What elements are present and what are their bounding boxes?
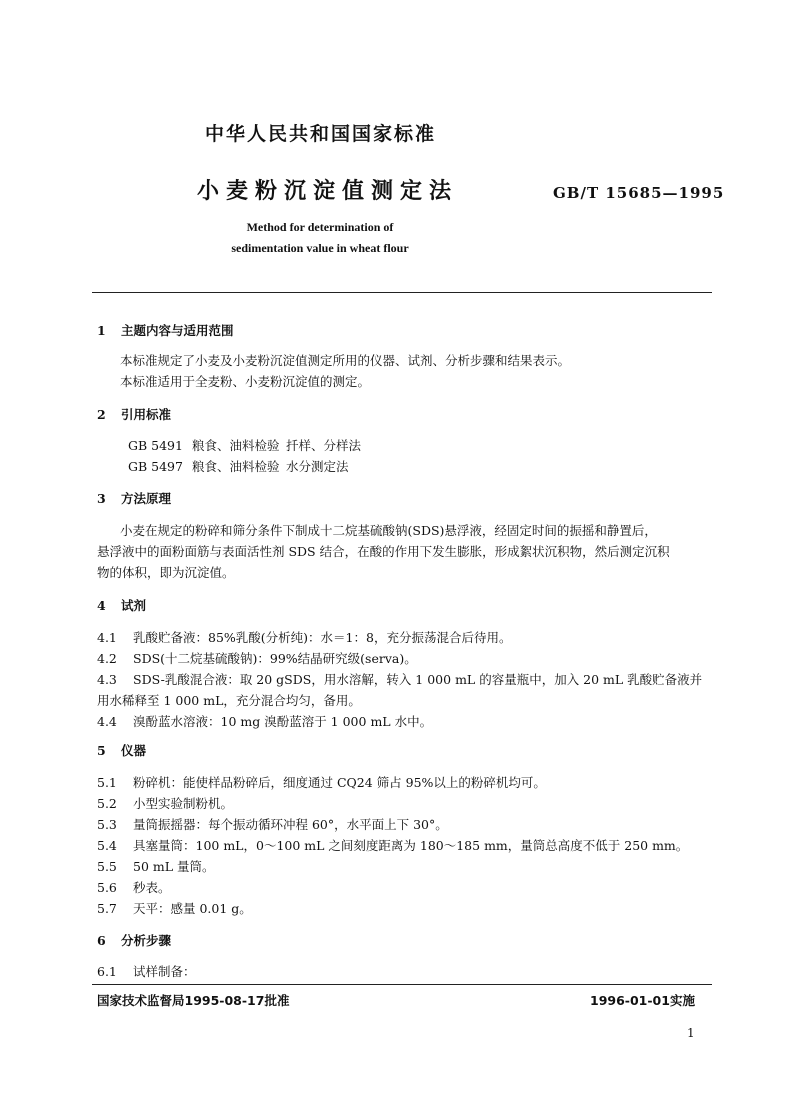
item-number: 5.4 xyxy=(97,838,117,853)
section-title: 仪器 xyxy=(121,743,147,758)
section-number: 4 xyxy=(97,598,106,613)
english-title-line1: Method for determination of xyxy=(246,220,394,234)
item-number: 4.1 xyxy=(97,630,117,645)
item-text: 量筒振摇器：每个振动循环冲程 60°，水平面上下 30°。 xyxy=(133,817,448,832)
section-title: 分析步骤 xyxy=(121,933,172,948)
item-text: 小型实验制粉机。 xyxy=(133,796,234,811)
item-text: 具塞量筒：100 mL，0～100 mL 之间刻度距离为 180～185 mm，量筒总高度不低于 250 mm。 xyxy=(133,838,689,853)
item-number: 4.2 xyxy=(97,651,117,666)
instrument-item xyxy=(97,836,688,854)
header-divider xyxy=(92,292,712,293)
reference-row xyxy=(128,436,361,454)
section-number: 1 xyxy=(97,323,106,338)
reagent-item xyxy=(97,649,417,667)
section-3-line-2: 悬浮液中的面粉面筋与表面活性剂 SDS 结合，在酸的作用下发生膨胀，形成絮状沉积物，然后测定沉积 xyxy=(97,544,670,559)
instrument-item xyxy=(97,878,171,896)
implementation-date: 1996-01-01实施 xyxy=(590,993,695,1008)
reference-category: 粮食、油料检验 xyxy=(192,438,280,453)
instrument-item xyxy=(97,794,233,812)
procedure-item xyxy=(97,962,196,980)
instrument-item xyxy=(97,899,252,917)
reference-row xyxy=(128,457,349,475)
instrument-item xyxy=(97,857,215,875)
section-number: 2 xyxy=(97,407,106,422)
english-title-line2: sedimentation value in wheat flour xyxy=(231,241,409,255)
reagent-item xyxy=(97,628,511,646)
item-number: 4.3 xyxy=(97,672,117,687)
section-title: 方法原理 xyxy=(121,491,172,506)
item-text: SDS-乳酸混合液：取 20 gSDS，用水溶解，转入 1 000 mL 的容量瓶中，加入 20 mL 乳酸贮备液并 xyxy=(133,672,703,687)
section-1-paragraph-2: 本标准适用于全麦粉、小麦粉沉淀值的测定。 xyxy=(120,374,371,389)
section-3-heading xyxy=(97,489,171,507)
item-text: 秒表。 xyxy=(133,880,171,895)
item-number: 5.1 xyxy=(97,775,117,790)
item-text: 粉碎机：能使样品粉碎后，细度通过 CQ24 筛占 95%以上的粉碎机均可。 xyxy=(133,775,546,790)
item-number: 6.1 xyxy=(97,964,117,979)
item-text: 乳酸贮备液：85%乳酸(分析纯)：水＝1：8，充分振荡混合后待用。 xyxy=(133,630,512,645)
page-number: 1 xyxy=(687,1026,695,1040)
section-5-heading xyxy=(97,741,146,759)
reference-category: 粮食、油料检验 xyxy=(192,459,280,474)
item-number: 5.2 xyxy=(97,796,117,811)
section-title: 试剂 xyxy=(121,598,147,613)
reagent-item xyxy=(97,670,702,688)
section-6-heading xyxy=(97,931,171,949)
reference-code: GB 5491 xyxy=(128,438,183,453)
item-number: 4.4 xyxy=(97,714,117,729)
section-1-paragraph-1: 本标准规定了小麦及小麦粉沉淀值测定所用的仪器、试剂、分析步骤和结果表示。 xyxy=(120,353,571,368)
item-continuation: 用水稀释至 1 000 mL，充分混合均匀，备用。 xyxy=(97,693,361,708)
instrument-item xyxy=(97,815,448,833)
reference-name: 扦样、分样法 xyxy=(286,438,362,453)
reagent-item xyxy=(97,712,432,730)
item-number: 5.3 xyxy=(97,817,117,832)
footer-divider xyxy=(92,984,712,985)
item-text: 天平：感量 0.01 g。 xyxy=(133,901,252,916)
section-number: 6 xyxy=(97,933,106,948)
section-3-line-1: 小麦在规定的粉碎和筛分条件下制成十二烷基硫酸钠(SDS)悬浮液，经固定时间的振摇和静置后， xyxy=(120,523,657,538)
section-number: 3 xyxy=(97,491,106,506)
item-text: 试样制备： xyxy=(133,964,196,979)
item-text: 50 mL 量筒。 xyxy=(133,859,215,874)
instrument-item xyxy=(97,773,546,791)
document-title: 小麦粉沉淀值测定法 xyxy=(197,179,459,204)
section-number: 5 xyxy=(97,743,106,758)
standard-number: GB/T 15685—1995 xyxy=(553,184,725,202)
section-title: 主题内容与适用范围 xyxy=(121,323,234,338)
section-2-heading xyxy=(97,405,171,423)
item-text: 溴酚蓝水溶液：10 mg 溴酚蓝溶于 1 000 mL 水中。 xyxy=(133,714,433,729)
item-number: 5.5 xyxy=(97,859,117,874)
section-4-heading xyxy=(97,596,146,614)
item-number: 5.6 xyxy=(97,880,117,895)
approval-date: 国家技术监督局1995-08-17批准 xyxy=(97,993,290,1008)
item-number: 5.7 xyxy=(97,901,117,916)
section-title: 引用标准 xyxy=(121,407,172,422)
item-text: SDS(十二烷基硫酸钠)：99%结晶研究级(serva)。 xyxy=(133,651,417,666)
section-1-heading xyxy=(97,321,234,339)
section-3-line-3: 物的体积，即为沉淀值。 xyxy=(97,565,235,580)
reference-code: GB 5497 xyxy=(128,459,183,474)
reference-name: 水分测定法 xyxy=(286,459,349,474)
national-standard-heading: 中华人民共和国国家标准 xyxy=(205,123,437,145)
